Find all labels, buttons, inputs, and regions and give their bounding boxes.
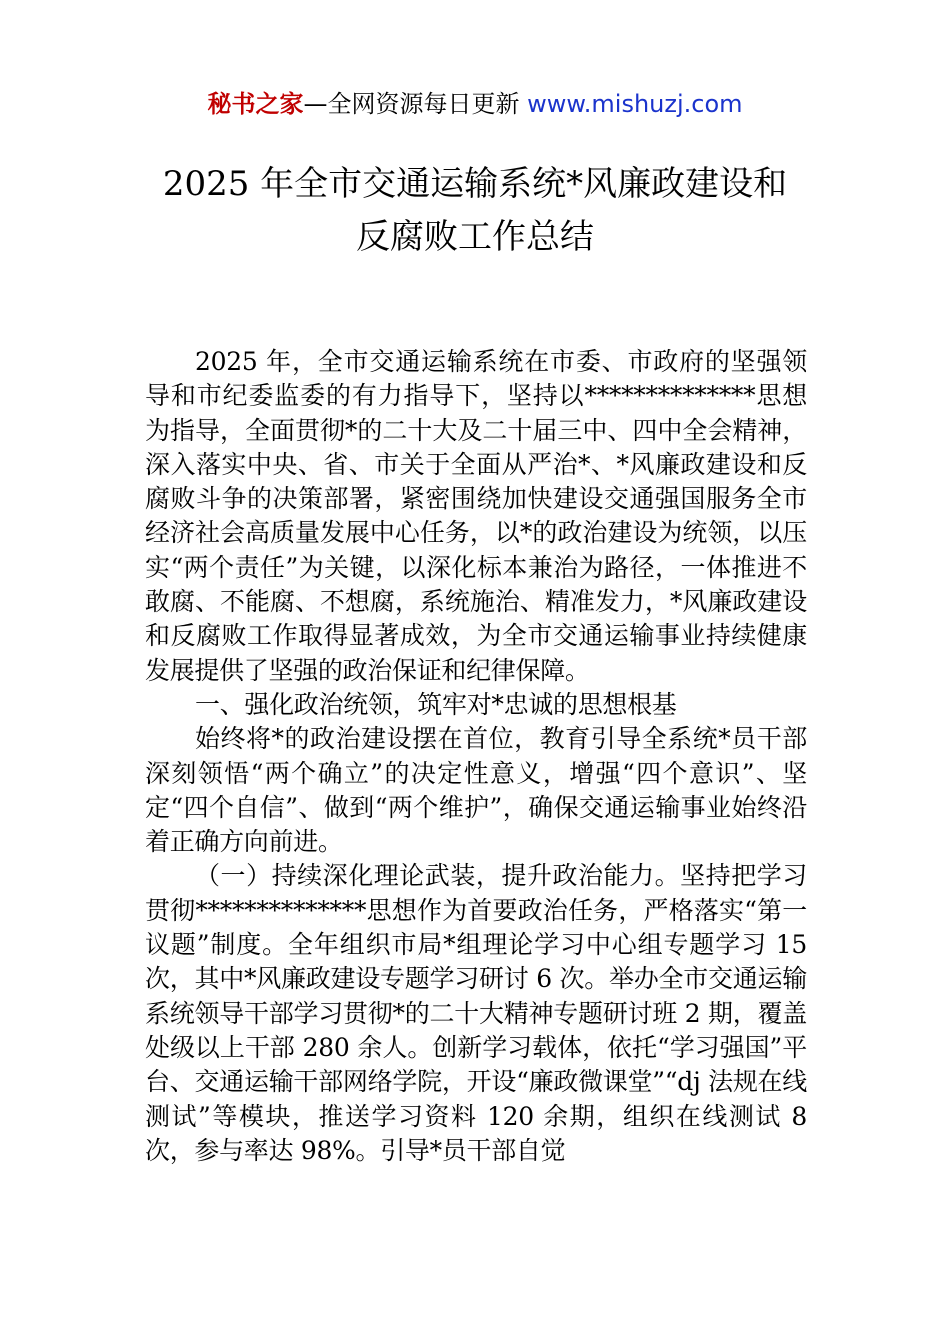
site-brand: 秘书之家 — [207, 90, 304, 118]
site-url[interactable]: www.mishuzj.com — [527, 90, 743, 118]
document-title — [0, 158, 950, 264]
title-line-1: 2025 年全市交通运输系统*风廉政建设和 — [162, 164, 788, 204]
intro-paragraph: 2025 年，全市交通运输系统在市委、市政府的坚强领导和市纪委监委的有力指导下，坚持以**************思想为指导，全面贯彻*的二十大及二十届三中、四中全会精神，深入落实中央、省、市关于全面从严治*、*风廉政建设和反腐败斗争的决策部署，紧密围绕加快建设交通强国服务全市经济社会高质量发展中心任务，以*的政治建设为统领，以压实“两个责任”为关键，以深化标本兼治为路径，一体推进不敢腐、不能腐、不想腐，系统施治、精准发力，*风廉政建设和反腐败工作取得显著成效，为全市交通运输事业持续健康发展提供了坚强的政治保证和纪律保障。 — [145, 347, 807, 685]
site-tagline: —全网资源每日更新 — [303, 90, 528, 118]
document-body — [145, 345, 807, 1168]
subsection-paragraph-1: （一）持续深化理论武装，提升政治能力。坚持把学习贯彻**************思想作为首要政治任务，严格落实“第一议题”制度。全年组织市局*组理论学习中心组专题学习 15 次，其中*风廉政建设专题学习研讨 6 次。举办全市交通运输系统领导干部学习贯彻*的二十大精神专题研讨班 2 期，覆盖处级以上干部 280 余人。创新学习载体，依托“学习强国”平台、交通运输干部网络学院，开设“廉政微课堂”“dj 法规在线测试”等模块，推送学习资料 120 余期，组织在线测试 8 次，参与率达 98%。引导*员干部自觉 — [145, 861, 807, 1165]
site-header — [0, 88, 950, 120]
section-paragraph-1: 始终将*的政治建设摆在首位，教育引导全系统*员干部深刻领悟“两个确立”的决定性意义，增强“四个意识”、坚定“四个自信”、做到“两个维护”，确保交通运输事业始终沿着正确方向前进。 — [145, 724, 807, 857]
title-line-2: 反腐败工作总结 — [356, 217, 594, 257]
section-heading-1: 一、强化政治统领，筑牢对*忠诚的思想根基 — [195, 689, 677, 719]
